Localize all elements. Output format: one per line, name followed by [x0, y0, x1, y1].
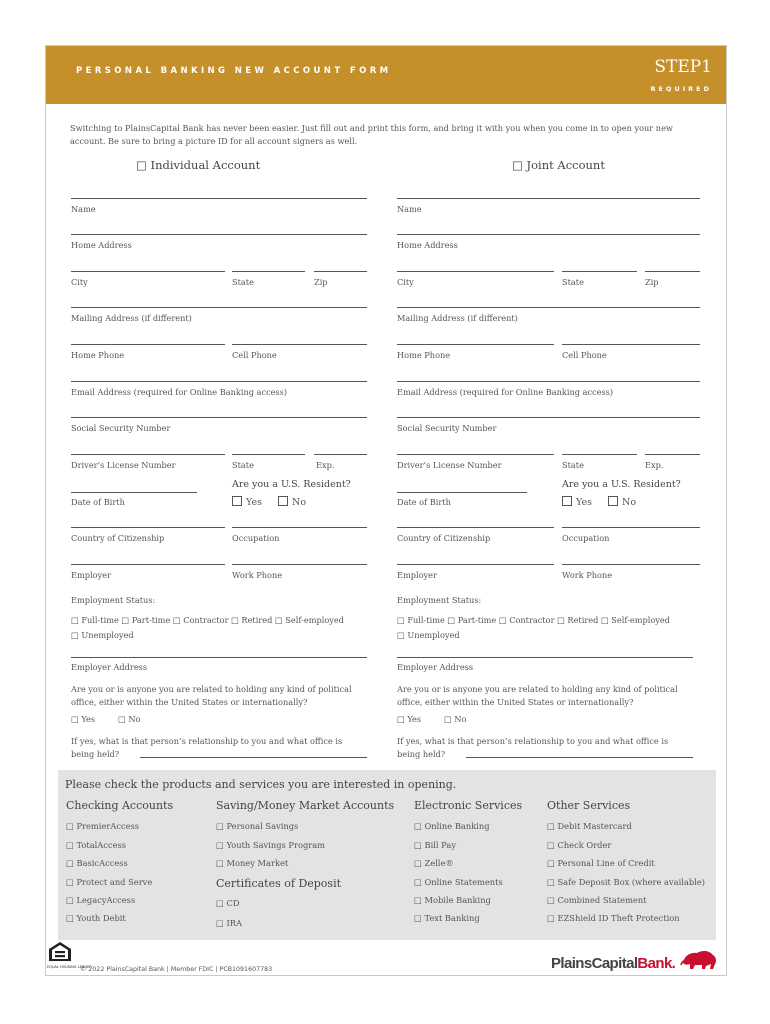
joint-cell-phone-field[interactable] — [562, 344, 700, 345]
joint-cell-phone-label: Cell Phone — [562, 350, 607, 360]
joint-relationship-question: If yes, what is that person’s relationship to you and what office is being held? — [397, 736, 669, 759]
product-check-order[interactable]: □ Check Order — [547, 840, 612, 850]
product-ezshield[interactable]: □ EZShield ID Theft Protection — [547, 913, 680, 923]
joint-drivers-license-field[interactable] — [397, 454, 554, 455]
joint-home-phone-field[interactable] — [397, 344, 554, 345]
checkbox-icon — [232, 496, 242, 506]
employment-options-row2[interactable]: □ Unemployed — [71, 630, 134, 640]
step-label: STEP1 — [654, 57, 712, 77]
joint-employment-options-row1[interactable]: □ Full-time □ Part-time □ Contractor □ Retired □ Self-employed — [397, 615, 670, 625]
home-phone-field[interactable] — [71, 344, 225, 345]
product-youth-savings[interactable]: □ Youth Savings Program — [216, 840, 326, 850]
other-services-heading: Other Services — [547, 799, 631, 812]
employer-address-field[interactable] — [71, 657, 367, 658]
joint-dl-exp-field[interactable] — [645, 454, 700, 455]
intro-text: Switching to PlainsCapital Bank has never been easier. Just fill out and print this form, and bring it with you when you come in to open your new account. Be sure to bring a picture ID for all account signers as well. — [70, 123, 673, 146]
joint-mailing-address-label: Mailing Address (if different) — [397, 313, 518, 323]
product-bill-pay[interactable]: □ Bill Pay — [414, 840, 457, 850]
occupation-label: Occupation — [232, 533, 280, 543]
name-field[interactable] — [71, 198, 367, 199]
city-field[interactable] — [71, 271, 225, 272]
product-cd[interactable]: □ CD — [216, 898, 240, 908]
joint-relationship-field[interactable] — [466, 757, 693, 758]
joint-employer-label: Employer — [397, 570, 437, 580]
savings-heading: Saving/Money Market Accounts — [216, 799, 395, 812]
joint-employer-field[interactable] — [397, 564, 554, 565]
joint-us-resident-question: Are you a U.S. Resident? — [562, 479, 681, 490]
dl-exp-field[interactable] — [314, 454, 367, 455]
joint-dl-state-label: State — [562, 460, 584, 470]
name-label: Name — [71, 204, 96, 214]
joint-employer-address-label: Employer Address — [397, 662, 474, 672]
joint-email-field[interactable] — [397, 381, 700, 382]
joint-drivers-license-label: Driver’s License Number — [397, 460, 502, 470]
employer-label: Employer — [71, 570, 111, 580]
political-yes[interactable]: □ Yes — [71, 714, 96, 724]
employer-field[interactable] — [71, 564, 225, 565]
drivers-license-label: Driver’s License Number — [71, 460, 176, 470]
joint-employment-status-label: Employment Status: — [397, 595, 482, 605]
joint-city-label: City — [397, 277, 414, 287]
buffalo-logo-icon — [680, 947, 718, 975]
state-label: State — [232, 277, 254, 287]
checking-accounts-heading: Checking Accounts — [66, 799, 174, 812]
dl-exp-label: Exp. — [316, 460, 335, 470]
joint-zip-label: Zip — [645, 277, 659, 287]
logo-plains-text: PlainsCapital — [551, 955, 638, 972]
citizenship-label: Country of Citizenship — [71, 533, 165, 543]
joint-occupation-label: Occupation — [562, 533, 610, 543]
checkbox-icon — [608, 496, 618, 506]
ssn-field[interactable] — [71, 417, 367, 418]
product-youth-debit[interactable]: □ Youth Debit — [66, 913, 126, 923]
drivers-license-field[interactable] — [71, 454, 225, 455]
electronic-services-heading: Electronic Services — [414, 799, 523, 812]
joint-citizenship-field[interactable] — [397, 527, 554, 528]
form-title: PERSONAL BANKING NEW ACCOUNT FORM — [76, 66, 392, 76]
product-safe-deposit-box[interactable]: □ Safe Deposit Box (where available) — [547, 877, 705, 887]
joint-political-yes[interactable]: □ Yes — [397, 714, 422, 724]
joint-name-field[interactable] — [397, 198, 700, 199]
citizenship-field[interactable] — [71, 527, 225, 528]
occupation-field[interactable] — [232, 527, 367, 528]
dob-field[interactable] — [71, 492, 197, 493]
joint-employer-address-field[interactable] — [397, 657, 693, 658]
political-office-question: Are you or is anyone you are related to holding any kind of political office, either within the United States or internationally? — [71, 684, 352, 707]
joint-dob-field[interactable] — [397, 492, 527, 493]
product-text-banking[interactable]: □ Text Banking — [414, 913, 480, 923]
joint-state-field[interactable] — [562, 271, 637, 272]
joint-home-address-label: Home Address — [397, 240, 458, 250]
zip-label: Zip — [314, 277, 328, 287]
employment-options-row1[interactable]: □ Full-time □ Part-time □ Contractor □ Retired □ Self-employed — [71, 615, 344, 625]
copyright-text: © 2022 PlainsCapital Bank | Member FDIC | PCB1091607783 — [80, 966, 273, 973]
checkbox-icon — [278, 496, 288, 506]
joint-account-checkbox[interactable]: □ Joint Account — [512, 158, 605, 172]
zip-field[interactable] — [314, 271, 367, 272]
joint-mailing-address-field[interactable] — [397, 307, 700, 308]
product-zelle[interactable]: □ Zelle® — [414, 858, 454, 868]
work-phone-label: Work Phone — [232, 570, 283, 580]
joint-home-phone-label: Home Phone — [397, 350, 451, 360]
joint-dl-state-field[interactable] — [562, 454, 637, 455]
relationship-field[interactable] — [140, 757, 367, 758]
required-label: REQUIRED — [650, 85, 712, 93]
joint-occupation-field[interactable] — [562, 527, 700, 528]
joint-us-resident-yes[interactable]: Yes — [562, 496, 592, 508]
home-address-field[interactable] — [71, 234, 367, 235]
joint-email-label: Email Address (required for Online Banking access) — [397, 387, 614, 397]
dob-label: Date of Birth — [71, 497, 125, 507]
equal-housing-caption: EQUAL HOUSING LENDER — [47, 965, 92, 969]
product-protect-and-serve[interactable]: □ Protect and Serve — [66, 877, 153, 887]
product-personal-savings[interactable]: □ Personal Savings — [216, 821, 299, 831]
product-debit-mastercard[interactable]: □ Debit Mastercard — [547, 821, 632, 831]
plainscapital-logo — [551, 955, 675, 972]
employment-status-label: Employment Status: — [71, 595, 156, 605]
email-label: Email Address (required for Online Banking access) — [71, 387, 288, 397]
email-field[interactable] — [71, 381, 367, 382]
dl-state-label: State — [232, 460, 254, 470]
joint-dl-exp-label: Exp. — [645, 460, 664, 470]
us-resident-no[interactable]: No — [278, 496, 306, 508]
relationship-question: If yes, what is that person’s relationship to you and what office is being held? — [71, 736, 343, 759]
dl-state-field[interactable] — [232, 454, 305, 455]
city-label: City — [71, 277, 88, 287]
individual-account-checkbox[interactable]: □ Individual Account — [136, 158, 261, 172]
cell-phone-label: Cell Phone — [232, 350, 277, 360]
joint-us-resident-no[interactable]: No — [608, 496, 636, 508]
us-resident-question: Are you a U.S. Resident? — [232, 479, 351, 490]
cd-heading: Certificates of Deposit — [216, 877, 342, 890]
product-money-market[interactable]: □ Money Market — [216, 858, 289, 868]
home-address-label: Home Address — [71, 240, 132, 250]
joint-zip-field[interactable] — [645, 271, 700, 272]
joint-work-phone-field[interactable] — [562, 564, 700, 565]
product-mobile-banking[interactable]: □ Mobile Banking — [414, 895, 491, 905]
product-legacyaccess[interactable]: □ LegacyAccess — [66, 895, 136, 905]
joint-political-office-question: Are you or is anyone you are related to holding any kind of political office, either within the United States or internationally? — [397, 684, 678, 707]
product-ira[interactable]: □ IRA — [216, 918, 242, 928]
product-online-statements[interactable]: □ Online Statements — [414, 877, 503, 887]
joint-employment-options-row2[interactable]: □ Unemployed — [397, 630, 460, 640]
cell-phone-field[interactable] — [232, 344, 367, 345]
mailing-address-field[interactable] — [71, 307, 367, 308]
political-no[interactable]: □ No — [118, 714, 141, 724]
joint-ssn-label: Social Security Number — [397, 423, 497, 433]
mailing-address-label: Mailing Address (if different) — [71, 313, 192, 323]
joint-home-address-field[interactable] — [397, 234, 700, 235]
logo-bank-text: Bank. — [637, 955, 676, 972]
joint-citizenship-label: Country of Citizenship — [397, 533, 491, 543]
home-phone-label: Home Phone — [71, 350, 125, 360]
products-heading: Please check the products and services you are interested in opening. — [65, 778, 457, 791]
ssn-label: Social Security Number — [71, 423, 171, 433]
product-combined-statement[interactable]: □ Combined Statement — [547, 895, 647, 905]
employer-address-label: Employer Address — [71, 662, 148, 672]
us-resident-yes[interactable]: Yes — [232, 496, 262, 508]
joint-state-label: State — [562, 277, 584, 287]
product-basicaccess[interactable]: □ BasicAccess — [66, 858, 128, 868]
checkbox-icon — [562, 496, 572, 506]
joint-dob-label: Date of Birth — [397, 497, 451, 507]
joint-political-no[interactable]: □ No — [444, 714, 467, 724]
product-online-banking[interactable]: □ Online Banking — [414, 821, 490, 831]
joint-ssn-field[interactable] — [397, 417, 700, 418]
joint-name-label: Name — [397, 204, 422, 214]
state-field[interactable] — [232, 271, 305, 272]
joint-work-phone-label: Work Phone — [562, 570, 613, 580]
joint-city-field[interactable] — [397, 271, 554, 272]
product-premieraccess[interactable]: □ PremierAccess — [66, 821, 140, 831]
product-totalaccess[interactable]: □ TotalAccess — [66, 840, 127, 850]
equal-housing-icon — [47, 941, 73, 967]
work-phone-field[interactable] — [232, 564, 367, 565]
product-personal-line-of-credit[interactable]: □ Personal Line of Credit — [547, 858, 655, 868]
